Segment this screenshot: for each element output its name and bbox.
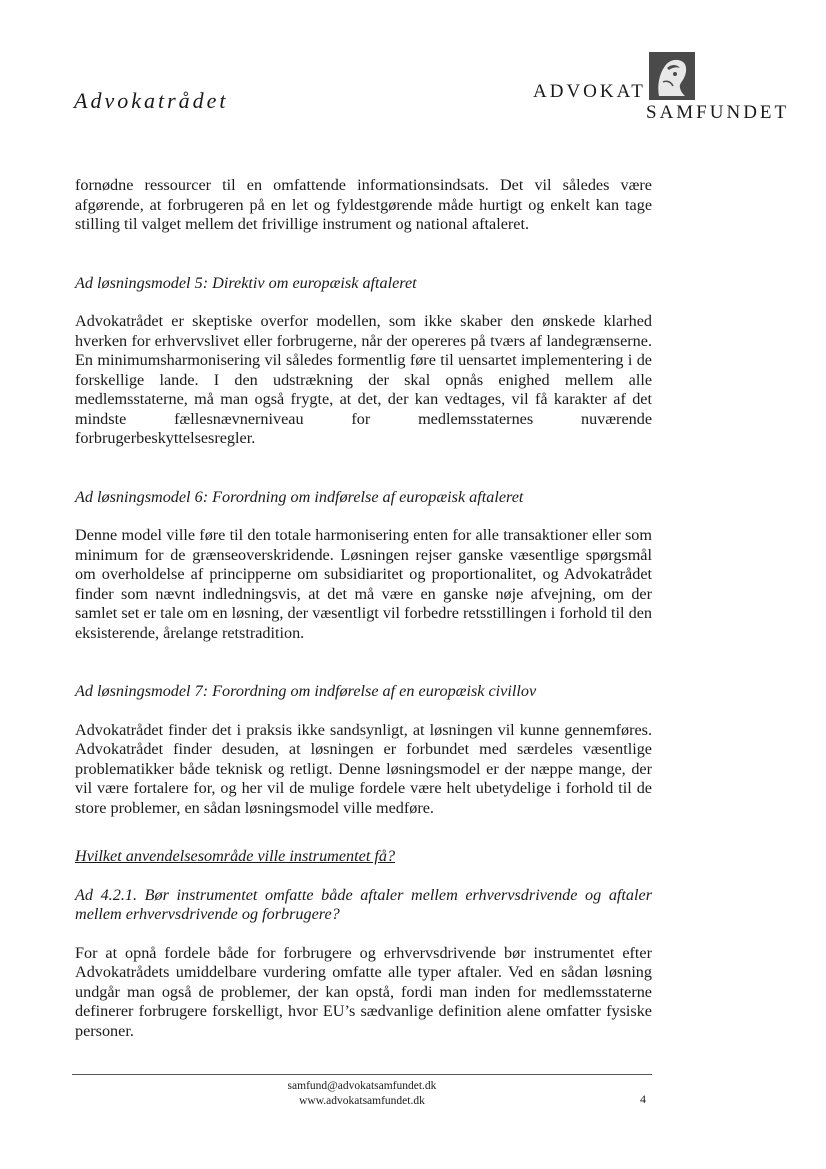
header-title: Advokatrådet <box>74 88 229 113</box>
section-heading-model-7: Ad løsningsmodel 7: Forordning om indførelse af en europæisk civillov <box>75 682 537 700</box>
paragraph-4: Advokatrådet finder det i praksis ikke sandsynligt, at løsningen vil kunne gennemføres. Advokatrådet finder desuden, at løsningen er forbundet med særdeles væsentlige problematikker både teknisk og retligt. Denne løsningsmodel er der næppe mange, der vil være fortalere for, og her vil de mulige fordele være helt ubetydelige i forhold til de store problemer, en sådan løsningsmodel ville medføre. <box>75 720 652 817</box>
logo-word-advokat: ADVOKAT <box>533 81 646 102</box>
footer-website: www.advokatsamfundet.dk <box>299 1095 425 1107</box>
subsection-heading-4-2-1: Ad 4.2.1. Bør instrumentet omfatte både aftaler mellem erhvervsdrivende og aftaler mellem erhvervsdrivende og forbrugere? <box>75 885 652 923</box>
section-heading-model-5: Ad løsningsmodel 5: Direktiv om europæisk aftaleret <box>75 273 417 292</box>
section-heading-model-6: Ad løsningsmodel 6: Forordning om indførelse af europæisk aftaleret <box>75 487 524 506</box>
section-heading-scope: Hvilket anvendelsesområde ville instrumentet få? <box>75 847 396 865</box>
paragraph-5: For at opnå fordele både for forbrugere og erhvervsdrivende bør instrumentet efter Advokatrådets umiddelbare vurdering omfatte alle typer aftaler. Ved en sådan løsning undgår man også de problemer, der kan opstå, fordi man inden for medlemsstaterne definerer forbrugere forskelligt, hvor EU’s sædvanlige definition alene omfatter fysiske personer. <box>75 943 652 1040</box>
paragraph-3: Denne model ville føre til den totale harmonisering enten for alle transaktioner eller som minimum for de grænseoverskridende. Løsningen rejser ganske væsentlige spørgsmål om overholdelse af principperne om subsidiaritet og proportionalitet, og Advokatrådet finder som nævnt indledningsvis, at det må være en ganske nøje afvejning, om der samlet set er tale om en løsning, der væsentligt vil forbedre retsstillingen i forhold til den eksisterende, årelange retstradition. <box>75 526 652 642</box>
page-number: 4 <box>640 1092 646 1106</box>
footer <box>72 1079 652 1109</box>
footer-email: samfund@advokatsamfundet.dk <box>287 1080 437 1092</box>
paragraph-2: Advokatrådet er skeptiske overfor modellen, som ikke skaber den ønskede klarhed hverken for erhvervslivet eller forbrugerne, når der opereres på tværs af landegrænserne. En minimumsharmonisering vil således formentlig føre til uensartet implementering i de forskellige lande. I den udstrækning der skal opnås enighed mellem alle medlemsstaterne, må man også frygte, at det, der kan vedtages, vil få karakter af det mindste fællesnævnerniveau for medlemsstaternes nuværende forbrugerbeskyttelsesregler. <box>75 312 652 447</box>
paragraph-1: fornødne ressourcer til en omfattende informationsindsats. Det vil således være afgørende, at forbrugeren på en let og fyldestgørende måde hurtigt og enkelt kan tage stilling til valget mellem det frivillige instrument og national aftaleret. <box>75 176 652 233</box>
advokatsamfundet-logo <box>533 52 793 122</box>
footer-divider <box>72 1074 652 1075</box>
logo-word-samfundet: SAMFUNDET <box>646 102 790 123</box>
body-text <box>75 176 652 1041</box>
athena-head-icon <box>649 52 695 100</box>
